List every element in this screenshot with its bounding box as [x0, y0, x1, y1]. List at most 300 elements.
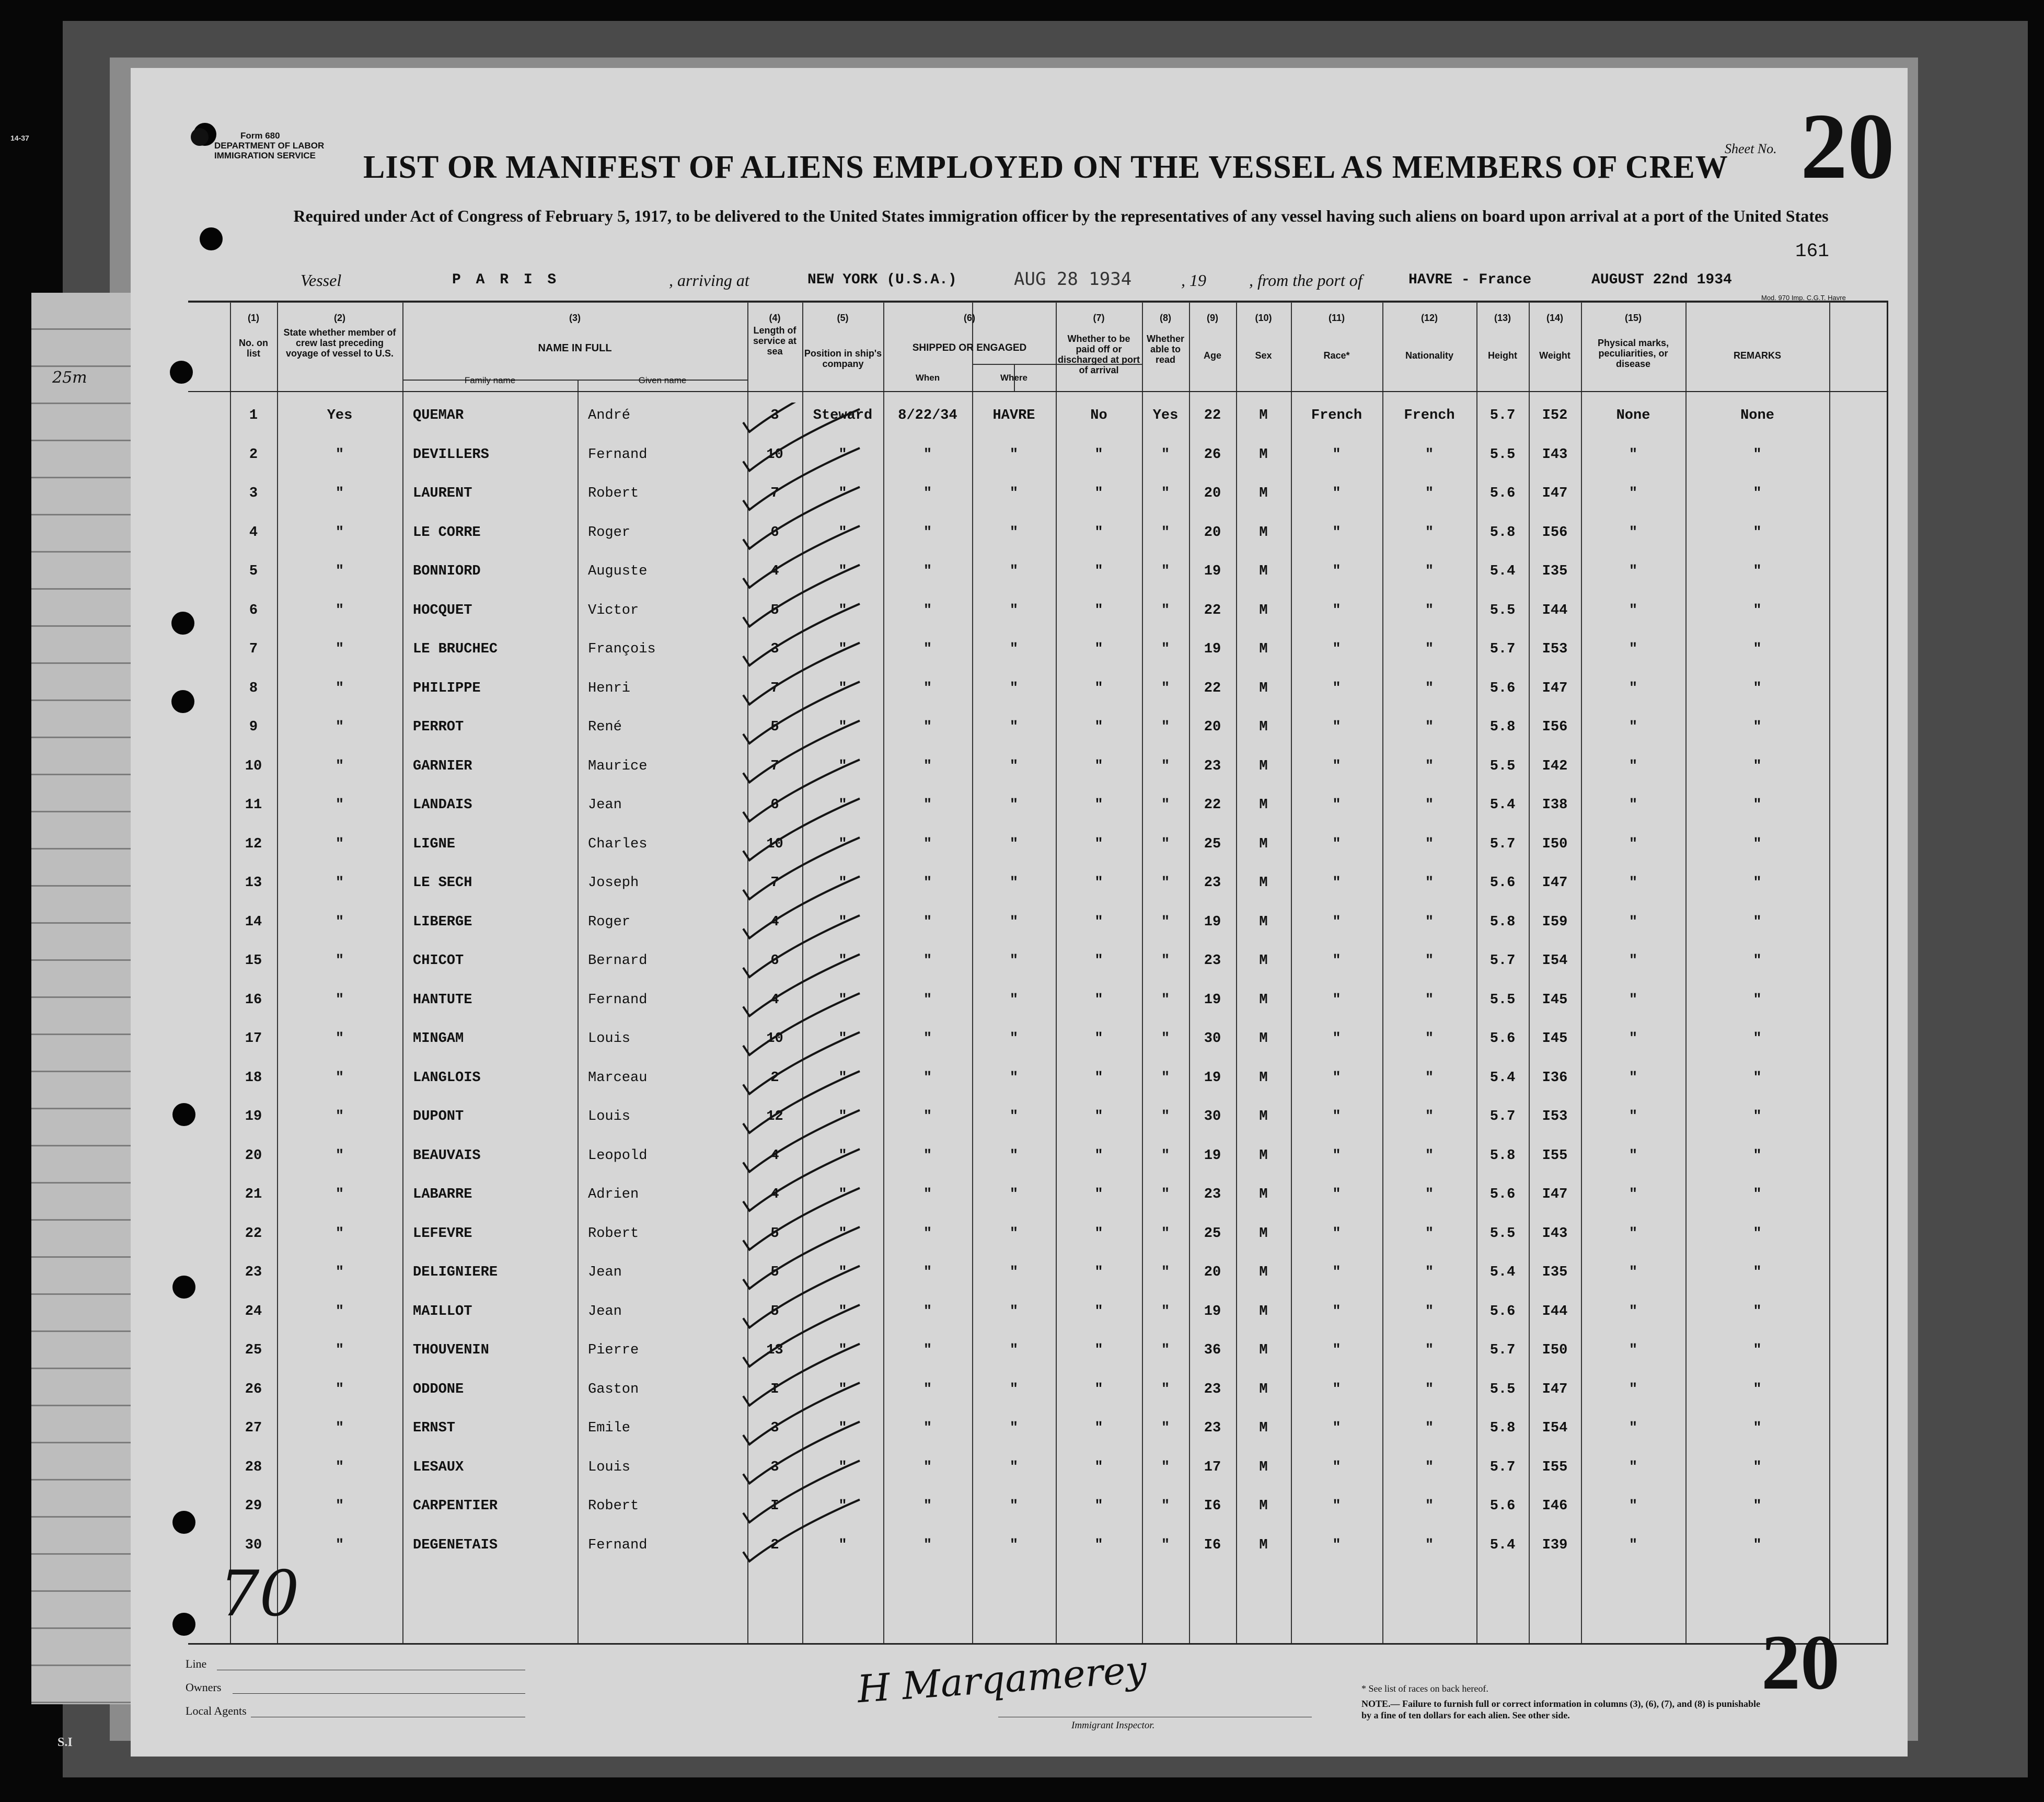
cell-sex: M	[1259, 408, 1268, 423]
cell-sex: M	[1259, 524, 1268, 541]
cell-read: Yes	[1152, 408, 1179, 423]
cell-length: 4	[770, 564, 779, 579]
cell-family: DELIGNIERE	[413, 1265, 498, 1280]
cell-position: "	[838, 758, 847, 774]
cell-when: "	[923, 1381, 932, 1397]
check-mark	[743, 1422, 860, 1484]
table-row	[188, 1409, 1887, 1448]
cell-family: LEFEVRE	[413, 1225, 472, 1242]
cell-nat: "	[1425, 1265, 1434, 1280]
header-given-name: Given name	[638, 375, 687, 385]
cell-paid: "	[1094, 1537, 1103, 1553]
cell-nat: "	[1425, 758, 1434, 774]
check-mark	[743, 682, 860, 743]
table-row	[188, 630, 1887, 669]
cell-read: "	[1161, 524, 1170, 541]
cell-height: 5.8	[1489, 1147, 1516, 1164]
cell-race: "	[1332, 1109, 1341, 1124]
cell-height: 5.7	[1489, 953, 1516, 969]
cell-given: Auguste	[588, 564, 648, 579]
cell-when: "	[923, 1225, 932, 1242]
cell-when: "	[923, 446, 932, 463]
cell-no: 15	[245, 953, 262, 969]
cell-marks: "	[1629, 1537, 1638, 1553]
cell-height: 5.7	[1489, 641, 1516, 657]
table-row	[188, 1448, 1887, 1487]
cell-when: "	[923, 1187, 932, 1202]
cell-no: 26	[245, 1381, 262, 1397]
cell-marks: "	[1629, 1342, 1638, 1358]
table-row	[188, 435, 1887, 475]
cell-nat: "	[1425, 719, 1434, 735]
table-row	[188, 825, 1887, 864]
cell-read: "	[1161, 446, 1170, 463]
cell-when: "	[923, 719, 932, 735]
cell-marks: "	[1629, 875, 1638, 891]
check-mark	[743, 448, 860, 510]
cell-weight: I43	[1542, 446, 1568, 463]
cell-weight: I54	[1542, 1420, 1568, 1436]
col-number: (2)	[334, 313, 345, 323]
cell-weight: I47	[1542, 1381, 1568, 1397]
col-number: (11)	[1328, 313, 1345, 323]
col-number: (1)	[248, 313, 259, 323]
cell-weight: I53	[1542, 641, 1568, 657]
cell-height: 5.6	[1489, 1187, 1516, 1202]
cell-read: "	[1161, 719, 1170, 735]
table-row	[188, 1253, 1887, 1292]
cell-no: 20	[245, 1147, 262, 1164]
cell-prev: "	[335, 1420, 344, 1436]
cell-remarks: "	[1753, 1537, 1762, 1553]
corner-code: 14-37	[10, 134, 29, 142]
cell-race: "	[1332, 1498, 1341, 1514]
cell-weight: I55	[1542, 1147, 1568, 1164]
table-row	[188, 1370, 1887, 1409]
cell-sex: M	[1259, 446, 1268, 463]
table-row	[188, 864, 1887, 903]
cell-position: "	[838, 1109, 847, 1124]
cell-length: 2	[770, 1537, 779, 1553]
cell-family: LE CORRE	[413, 524, 481, 541]
cell-when: "	[923, 524, 932, 541]
cell-where: "	[1009, 1147, 1019, 1164]
cell-prev: "	[335, 680, 344, 696]
cell-read: "	[1161, 1342, 1170, 1358]
cell-paid: "	[1094, 1498, 1103, 1514]
cell-length: 4	[770, 1187, 779, 1202]
cell-sex: M	[1259, 1265, 1268, 1280]
cell-height: 5.5	[1489, 1225, 1516, 1242]
cell-marks: "	[1629, 797, 1638, 813]
cell-sex: M	[1259, 1498, 1268, 1514]
cell-position: "	[838, 1070, 847, 1086]
cell-sex: M	[1259, 992, 1268, 1008]
cell-race: "	[1332, 680, 1341, 696]
cell-remarks: "	[1753, 1459, 1762, 1475]
cell-age: 19	[1204, 1303, 1221, 1319]
cell-age: 19	[1204, 992, 1221, 1008]
cell-family: CHICOT	[413, 953, 464, 969]
cell-where: "	[1009, 953, 1019, 969]
cell-when: "	[923, 875, 932, 891]
cell-sex: M	[1259, 1070, 1268, 1086]
cell-when: "	[923, 486, 932, 501]
cell-sex: M	[1259, 564, 1268, 579]
cell-prev: "	[335, 1109, 344, 1124]
header-weight: Weight	[1539, 350, 1570, 361]
check-mark	[743, 526, 860, 588]
cell-sex: M	[1259, 1225, 1268, 1242]
cell-position: "	[838, 992, 847, 1008]
cell-length: 10	[766, 836, 783, 852]
cell-position: "	[838, 953, 847, 969]
cell-where: "	[1009, 1459, 1019, 1475]
cell-given: Louis	[588, 1031, 631, 1047]
cell-family: LIBERGE	[413, 914, 472, 930]
cell-prev: "	[335, 1459, 344, 1475]
cell-given: Robert	[588, 1225, 639, 1242]
cell-weight: I50	[1542, 836, 1568, 852]
cell-length: I	[770, 1381, 779, 1397]
owners-underline	[233, 1693, 525, 1694]
cell-sex: M	[1259, 1109, 1268, 1124]
cell-position: "	[838, 1147, 847, 1164]
check-mark	[743, 837, 860, 899]
cell-no: 29	[245, 1498, 262, 1514]
cell-position: "	[838, 524, 847, 541]
col-number: (8)	[1160, 313, 1171, 323]
cell-marks: "	[1629, 564, 1638, 579]
arriving-label: , arriving at	[669, 271, 749, 290]
departure-date: AUGUST 22nd 1934	[1591, 272, 1732, 288]
cell-nat: "	[1425, 1459, 1434, 1475]
cell-length: 4	[770, 1147, 779, 1164]
line-label: Line	[186, 1657, 207, 1670]
cell-marks: "	[1629, 1265, 1638, 1280]
check-mark	[743, 1344, 860, 1406]
cell-position: "	[838, 1187, 847, 1202]
cell-height: 5.5	[1489, 1381, 1516, 1397]
cell-weight: I59	[1542, 914, 1568, 930]
cell-age: I6	[1204, 1537, 1221, 1553]
cell-prev: "	[335, 1342, 344, 1358]
cell-where: "	[1009, 914, 1019, 930]
vessel-name: P A R I S	[452, 272, 560, 288]
cell-family: THOUVENIN	[413, 1342, 489, 1358]
cell-nat: "	[1425, 1031, 1434, 1047]
cell-where: "	[1009, 446, 1019, 463]
table-row	[188, 1331, 1887, 1370]
cell-position: "	[838, 446, 847, 463]
date-stamp: AUG 28 1934	[1014, 269, 1132, 290]
cell-given: François	[588, 641, 656, 657]
cell-marks: "	[1629, 1031, 1638, 1047]
table-row	[188, 1175, 1887, 1214]
cell-when: "	[923, 1070, 932, 1086]
cell-age: 22	[1204, 680, 1221, 696]
cell-read: "	[1161, 564, 1170, 579]
cell-prev: "	[335, 719, 344, 735]
check-mark	[743, 1266, 860, 1328]
ledger-strip	[31, 293, 131, 1704]
cell-race: "	[1332, 719, 1341, 735]
cell-nat: "	[1425, 992, 1434, 1008]
cell-weight: I43	[1542, 1225, 1568, 1242]
cell-remarks: "	[1753, 602, 1762, 618]
cell-read: "	[1161, 641, 1170, 657]
cell-prev: "	[335, 1303, 344, 1319]
cell-no: 10	[245, 758, 262, 774]
cell-read: "	[1161, 1031, 1170, 1047]
departure-port: HAVRE - France	[1408, 272, 1532, 288]
form-number: Form 680	[240, 131, 280, 141]
cell-when: "	[923, 1265, 932, 1280]
col-number: (5)	[837, 313, 849, 323]
table-row	[188, 747, 1887, 786]
cell-sex: M	[1259, 914, 1268, 930]
cell-race: "	[1332, 1147, 1341, 1164]
cell-marks: "	[1629, 1381, 1638, 1397]
cell-nat: "	[1425, 836, 1434, 852]
cell-no: 27	[245, 1420, 262, 1436]
cell-age: 23	[1204, 953, 1221, 969]
cell-marks: "	[1629, 953, 1638, 969]
cell-family: HOCQUET	[413, 602, 472, 618]
cell-weight: I55	[1542, 1459, 1568, 1475]
cell-remarks: "	[1753, 953, 1762, 969]
cell-sex: M	[1259, 875, 1268, 891]
cell-position: "	[838, 1381, 847, 1397]
vessel-label: Vessel	[301, 271, 342, 290]
department-seal-icon	[191, 128, 209, 146]
cell-where: "	[1009, 1109, 1019, 1124]
cell-length: 5	[770, 1303, 779, 1319]
cell-paid: "	[1094, 486, 1103, 501]
cell-read: "	[1161, 875, 1170, 891]
cell-remarks: "	[1753, 1187, 1762, 1202]
cell-where: "	[1009, 797, 1019, 813]
cell-age: 20	[1204, 524, 1221, 541]
cell-nat: French	[1404, 408, 1455, 423]
check-mark	[743, 1461, 860, 1522]
table-row	[188, 903, 1887, 942]
cell-paid: "	[1094, 1303, 1103, 1319]
cell-race: "	[1332, 953, 1341, 969]
cell-age: 20	[1204, 719, 1221, 735]
header-member-previous: State whether member of crew last preceding voyage of vessel to U.S.	[283, 327, 396, 359]
cell-height: 5.7	[1489, 408, 1516, 423]
cell-no: 7	[249, 641, 258, 657]
manifest-title: LIST OR MANIFEST OF ALIENS EMPLOYED ON THE VESSEL AS MEMBERS OF CREW	[363, 150, 1728, 185]
cell-read: "	[1161, 486, 1170, 501]
form-id	[214, 131, 324, 160]
cell-where: HAVRE	[992, 408, 1035, 423]
cell-race: "	[1332, 486, 1341, 501]
printer-imprint: Mod. 970 Imp. C.G.T. Havre	[1761, 294, 1846, 302]
check-mark	[743, 565, 860, 627]
cell-given: Fernand	[588, 446, 648, 463]
sheet-label: Sheet No.	[1725, 141, 1777, 156]
cell-race: "	[1332, 1225, 1341, 1242]
manifest-sheet	[10, 68, 1908, 1757]
cell-nat: "	[1425, 641, 1434, 657]
cell-height: 5.6	[1489, 680, 1516, 696]
cell-height: 5.8	[1489, 524, 1516, 541]
cell-weight: I47	[1542, 1187, 1568, 1202]
check-mark	[743, 760, 860, 821]
cell-sex: M	[1259, 602, 1268, 618]
cell-remarks: "	[1753, 1147, 1762, 1164]
cell-no: 6	[249, 602, 258, 618]
cell-when: "	[923, 1342, 932, 1358]
cell-age: 23	[1204, 1187, 1221, 1202]
cell-height: 5.6	[1489, 1031, 1516, 1047]
cell-given: Pierre	[588, 1342, 639, 1358]
cell-prev: "	[335, 797, 344, 813]
cell-family: LABARRE	[413, 1187, 472, 1202]
cell-sex: M	[1259, 1459, 1268, 1475]
cell-no: 18	[245, 1070, 262, 1086]
cell-length: 7	[770, 875, 779, 891]
cell-remarks: "	[1753, 641, 1762, 657]
cell-weight: I35	[1542, 1265, 1568, 1280]
cell-marks: "	[1629, 1420, 1638, 1436]
cell-nat: "	[1425, 524, 1434, 541]
cell-weight: I39	[1542, 1537, 1568, 1553]
cell-read: "	[1161, 1225, 1170, 1242]
cell-paid: "	[1094, 797, 1103, 813]
cell-race: "	[1332, 1459, 1341, 1475]
cell-read: "	[1161, 758, 1170, 774]
cell-remarks: "	[1753, 1265, 1762, 1280]
table-row	[188, 786, 1887, 825]
cell-position: "	[838, 719, 847, 735]
cell-read: "	[1161, 953, 1170, 969]
cell-remarks: "	[1753, 797, 1762, 813]
cell-sex: M	[1259, 1147, 1268, 1164]
cell-height: 5.5	[1489, 758, 1516, 774]
cell-length: 7	[770, 486, 779, 501]
cell-nat: "	[1425, 602, 1434, 618]
cell-race: "	[1332, 602, 1341, 618]
stamp-number: 161	[1795, 240, 1829, 262]
cell-race: "	[1332, 1070, 1341, 1086]
cell-prev: "	[335, 641, 344, 657]
col-number: (9)	[1207, 313, 1218, 323]
header-name-in-full: NAME IN FULL	[538, 342, 612, 354]
cell-nat: "	[1425, 1109, 1434, 1124]
cell-where: "	[1009, 1381, 1019, 1397]
cell-when: "	[923, 602, 932, 618]
cell-family: MAILLOT	[413, 1303, 472, 1319]
cell-race: "	[1332, 1187, 1341, 1202]
cell-age: 22	[1204, 408, 1221, 423]
cell-weight: I44	[1542, 1303, 1568, 1319]
header-remarks: REMARKS	[1733, 350, 1781, 361]
cell-where: "	[1009, 1031, 1019, 1047]
cell-when: "	[923, 1459, 932, 1475]
cell-when: "	[923, 1147, 932, 1164]
cell-no: 12	[245, 836, 262, 852]
cell-marks: None	[1616, 408, 1650, 423]
cell-paid: "	[1094, 602, 1103, 618]
cell-race: "	[1332, 1381, 1341, 1397]
cell-where: "	[1009, 524, 1019, 541]
cell-marks: "	[1629, 486, 1638, 501]
cell-age: 30	[1204, 1109, 1221, 1124]
cell-nat: "	[1425, 1070, 1434, 1086]
header-nationality: Nationality	[1405, 350, 1453, 361]
table-row	[188, 1137, 1887, 1176]
cell-family: MINGAM	[413, 1031, 464, 1047]
cell-where: "	[1009, 758, 1019, 774]
cell-family: ERNST	[413, 1420, 456, 1436]
check-mark	[743, 1071, 860, 1133]
cell-given: Emile	[588, 1420, 631, 1436]
cell-age: 25	[1204, 836, 1221, 852]
cell-height: 5.7	[1489, 836, 1516, 852]
header-where: Where	[1000, 373, 1027, 383]
table-row	[188, 1526, 1887, 1565]
cell-length: 7	[770, 680, 779, 696]
cell-when: "	[923, 797, 932, 813]
cell-nat: "	[1425, 486, 1434, 501]
cell-remarks: "	[1753, 1342, 1762, 1358]
check-mark	[743, 721, 860, 783]
cell-paid: "	[1094, 1070, 1103, 1086]
cell-paid: "	[1094, 758, 1103, 774]
cell-position: "	[838, 1420, 847, 1436]
cell-prev: "	[335, 1187, 344, 1202]
margin-note: 25m	[52, 369, 87, 387]
cell-position: "	[838, 875, 847, 891]
cell-nat: "	[1425, 680, 1434, 696]
inspector-label: Immigrant Inspector.	[1071, 1720, 1155, 1731]
cell-marks: "	[1629, 641, 1638, 657]
header-race: Race*	[1323, 350, 1350, 361]
cell-race: "	[1332, 836, 1341, 852]
cell-given: Adrien	[588, 1187, 639, 1202]
cell-marks: "	[1629, 1459, 1638, 1475]
cell-given: Jean	[588, 1265, 622, 1280]
cell-remarks: "	[1753, 680, 1762, 696]
cell-race: "	[1332, 1031, 1341, 1047]
cell-when: "	[923, 992, 932, 1008]
cell-where: "	[1009, 719, 1019, 735]
cell-given: Victor	[588, 602, 639, 618]
cell-sex: M	[1259, 680, 1268, 696]
cell-position: "	[838, 914, 847, 930]
cell-marks: "	[1629, 524, 1638, 541]
cell-age: 19	[1204, 641, 1221, 657]
cell-position: Steward	[813, 408, 873, 423]
cell-race: "	[1332, 1342, 1341, 1358]
header-when: When	[915, 373, 940, 383]
cell-nat: "	[1425, 1381, 1434, 1397]
cell-position: "	[838, 1498, 847, 1514]
cell-prev: "	[335, 564, 344, 579]
cell-no: 4	[249, 524, 258, 541]
cell-given: Robert	[588, 1498, 639, 1514]
cell-prev: "	[335, 875, 344, 891]
cell-position: "	[838, 1265, 847, 1280]
cell-family: BONNIORD	[413, 564, 481, 579]
cell-marks: "	[1629, 446, 1638, 463]
table-row	[188, 708, 1887, 747]
cell-no: 23	[245, 1265, 262, 1280]
cell-remarks: "	[1753, 1303, 1762, 1319]
